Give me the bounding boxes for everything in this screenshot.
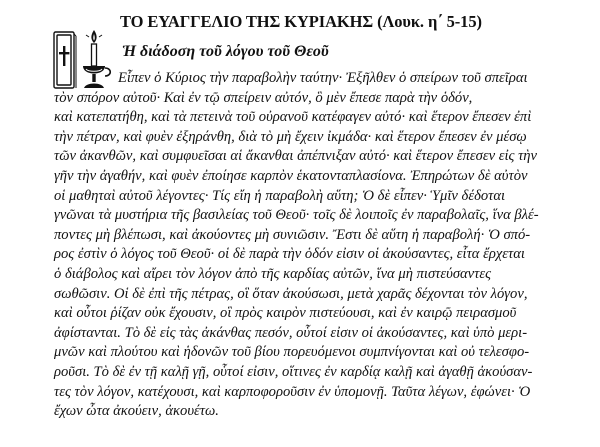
text-line: γῆν τὴν ἀγαθήν, καὶ φυὲν ἐποίησε καρπὸν ἑκατονταπλασίονα. Ἐπηρώτων δὲ αὐτὸν [54, 167, 528, 184]
text-line: οἱ μαθηταὶ αὐτοῦ λέγοντες· Τίς εἴη ἡ παραβολὴ αὕτη; Ὁ δὲ εἶπεν· Ὑμῖν δέδοται [54, 187, 506, 204]
text-line: γνῶναι τὰ μυστήρια τῆς βασιλείας τοῦ Θεοῦ· τοῖς δὲ λοιποῖς ἐν παραβολαῖς, ἵνα βλέ- [54, 207, 539, 224]
text-line: τὴν πέτραν, καὶ φυὲν ἐξηράνθη, διὰ τὸ μὴ ἔχειν ἰκμάδα· καὶ ἕτερον ἔπεσεν ἐν μέσῳ [54, 128, 527, 145]
gospel-text [54, 69, 599, 422]
text-line: μνῶν καὶ πλούτου καὶ ἡδονῶν τοῦ βίου πορευόμενοι συμπνίγονται καὶ οὐ τελεσφο- [54, 344, 530, 361]
text-line: καὶ κατεπατήθη, καὶ τὰ πετεινὰ τοῦ οὐρανοῦ κατέφαγεν αὐτό· καὶ ἕτερον ἔπεσεν ἐπὶ [54, 109, 532, 126]
page-subtitle: Ἡ διάδοση τοῦ λόγου τοῦ Θεοῦ [122, 43, 329, 60]
text-line: ἔχων ὦτα ἀκούειν, ἀκουέτω. [54, 403, 219, 420]
text-line: ὁ διάβολος καὶ αἴρει τὸν λόγον ἀπὸ τῆς καρδίας αὐτῶν, ἵνα μὴ πιστεύσαντες [54, 265, 492, 282]
text-line: σωθῶσιν. Οἱ δὲ ἐπὶ τῆς πέτρας, οἳ ὅταν ἀκούσωσι, μετὰ χαρᾶς δέχονται τὸν λόγον, [54, 285, 528, 302]
text-line: καὶ οὗτοι ῥίζαν οὐκ ἔχουσιν, οἳ πρὸς καιρὸν πιστεύουσι, καὶ ἐν καιρῷ πειρασμοῦ [54, 305, 517, 322]
text-line: τῶν ἀκανθῶν, καὶ συμφυεῖσαι αἱ ἄκανθαι ἀπέπνιξαν αὐτό· καὶ ἕτερον ἔπεσεν εἰς τὴν [54, 148, 538, 165]
text-line: Εἶπεν ὁ Κύριος τὴν παραβολὴν ταύτην· Ἐξῆλθεν ὁ σπείρων τοῦ σπεῖραι [118, 70, 528, 86]
text-line: ρος ἐστὶν ὁ λόγος τοῦ Θεοῦ· οἱ δὲ παρὰ τὴν ὁδόν εἰσιν οἱ ἀκούσαντες, εἶτα ἔρχεται [54, 246, 525, 263]
text-line: τες τὸν λόγον, κατέχουσι, καὶ καρποφοροῦσιν ἐν ὑπομονῇ. Ταῦτα λέγων, ἐφώνει· Ὁ [54, 383, 531, 400]
text-line: ροῦσι. Τὸ δὲ ἐν τῇ καλῇ γῇ, οὗτοί εἰσιν, οἵτινες ἐν καρδίᾳ καλῇ καὶ ἀγαθῇ ἀκούσαν- [54, 363, 533, 380]
page-title: ΤΟ ΕΥΑΓΓΕΛΙΟ ΤΗΣ ΚΥΡΙΑΚΗΣ (Λουκ. η΄ 5-15) [120, 12, 482, 31]
text-line: τὸν σπόρον αὐτοῦ· Καὶ ἐν τῷ σπείρειν αὐτόν, ὃ μὲν ἔπεσε παρὰ τὴν ὁδόν, [54, 89, 473, 106]
text-line: ποντες μὴ βλέπωσι, καὶ ἀκούοντες μὴ συνιῶσιν. Ἔστι δὲ αὕτη ἡ παραβολή· Ὁ σπό- [54, 226, 531, 243]
text-line: ἀφίστανται. Τὸ δὲ εἰς τὰς ἀκάνθας πεσόν, οὗτοί εἰσιν οἱ ἀκούσαντες, καὶ ὑπὸ μερι- [54, 324, 528, 341]
